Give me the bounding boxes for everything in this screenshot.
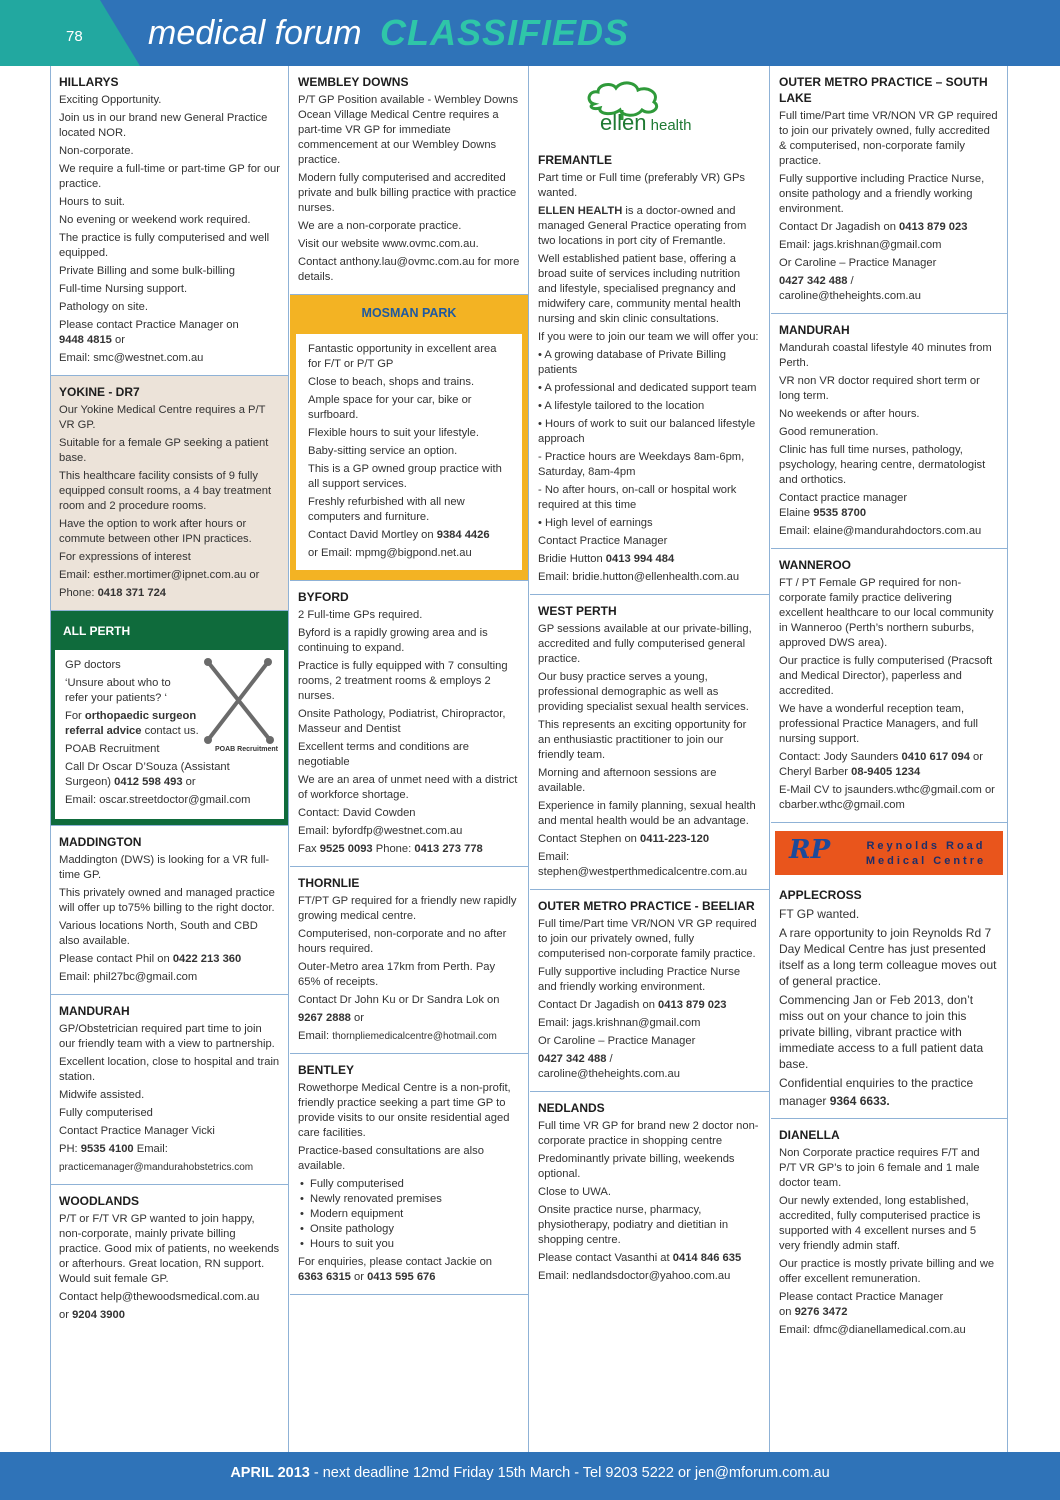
ad-heading: NEDLANDS — [538, 1101, 605, 1115]
list-item: • Hours to suit you — [298, 1237, 520, 1252]
ad-text: Baby-sitting service an option. — [308, 445, 458, 457]
ad-text: • Hours of work to suit our balanced lifestyle approach — [538, 418, 756, 445]
ad-email: Email: jags.krishnan@gmail.com — [779, 239, 942, 251]
ad-wembley-downs — [290, 66, 528, 295]
ad-heading: DIANELLA — [779, 1128, 840, 1142]
ad-text: Onsite practice nurse, pharmacy, physiotherapy, podiatry and dietitian in shopping centre. — [538, 1204, 729, 1246]
page-header — [0, 0, 1060, 66]
ad-text: We are a non-corporate practice. — [298, 220, 462, 232]
ad-heading: APPLECROSS — [779, 888, 862, 902]
ad-bentley: BENTLEY Rowethorpe Medical Centre is a non-profit, friendly practice seeking a part time GP to provide visits to our onsite residential aged care facilities. Practice-based consultations are also available. • Fully computerised • Newly renovated premises • Modern equipment • Onsite pathology • Hours to suit you For enquiries, please contact Jackie on 6363 6315 or 0413 595 676 — [290, 1054, 528, 1295]
ad-text: Contact Practice Manager — [538, 535, 668, 547]
ad-thornlie: THORNLIE FT/PT GP required for a friendly new rapidly growing medical centre. Computerised, non-corporate and no after hours required. Outer-Metro area 17km from Perth. Pay 65% of receipts. Contact Dr John Ku or Dr Sandra Lok on 9267 2888 or Email: thornpliemedicalcentre@hotmail.com — [290, 867, 528, 1054]
ad-dianella: DIANELLA Non Corporate practice requires F/T and P/T VR GP’s to join 6 female and 1 male doctor team. Our newly extended, long established, accredited, fully computerised practice is supported with 4 excellent nurses and 5 very friendly admin staff. Our practice is mostly private billing and we offer excellent remuneration. Please contact Practice Manager on 9276 3472 Email: dfmc@dianellamedical.com.au — [771, 1119, 1007, 1347]
ad-phone: 0413 595 676 — [367, 1271, 436, 1283]
ad-phone: 0413 994 484 — [605, 553, 675, 565]
ad-phone: 0413 879 023 — [658, 999, 727, 1011]
ad-text: Join us in our brand new General Practice located NOR. — [59, 112, 268, 139]
ad-phone: 0411-223-120 — [640, 833, 710, 845]
ad-email: practicemanager@mandurahobstetrics.com — [59, 1162, 254, 1173]
list-item: • Modern equipment — [298, 1207, 520, 1222]
ad-text: - No after hours, on-call or hospital work required at this time — [538, 484, 737, 511]
rr-logo-line2: Medical Centre — [865, 855, 987, 867]
ellen-health-logo — [530, 66, 769, 144]
ad-email: Email: nedlandsdoctor@yahoo.com.au — [538, 1270, 731, 1282]
ad-phone: 0413 273 778 — [414, 843, 483, 855]
ad-text: • A professional and dedicated support team — [538, 382, 757, 394]
ad-phone: 9448 4815 — [59, 334, 112, 346]
ad-text: We require a full-time or part-time GP for our practice. — [59, 163, 280, 190]
ad-phone: 0413 879 023 — [899, 221, 968, 233]
ad-woodlands: WOODLANDS P/T or F/T VR GP wanted to join happy, non-corporate, mainly private billing practice. Good mix of patients, no weekends or afterhours. Great location, RN support. Would suit female GP. Contact help@thewoodsmedical.com.au or 9204 3900 — [59, 1194, 280, 1321]
ad-text: ‘Unsure about who to refer your patients? ‘ — [65, 677, 171, 704]
ad-text: Fully supportive including Practice Nurse and friendly working environment. — [538, 966, 741, 993]
ad-text: Exciting Opportunity. — [59, 94, 162, 106]
ad-text: Please contact Practice Manager on — [59, 319, 239, 331]
ad-heading: MADDINGTON — [59, 835, 142, 849]
rp-logo-mark: RP — [789, 835, 831, 865]
masthead-section: CLASSIFIEDS — [380, 12, 630, 53]
ad-text: Visit our website www.ovmc.com.au. — [298, 238, 479, 250]
ad-phone: 9364 6633. — [829, 1094, 890, 1108]
ad-text: Contact Dr John Ku or Dr Sandra Lok on — [298, 994, 500, 1006]
ad-text: Part time or Full time (preferably VR) GPs wanted. — [538, 172, 746, 199]
ad-text: Contact Practice Manager Vicki — [59, 1125, 215, 1137]
ad-text: Private Billing and some bulk-billing — [59, 265, 235, 277]
ad-text: • High level of earnings — [538, 517, 653, 529]
ad-text: For enquiries, please contact Jackie on — [298, 1256, 493, 1268]
ad-text: No evening or weekend work required. — [59, 214, 251, 226]
ellen-logo-brand: ellen — [600, 110, 647, 135]
ad-text: Pathology on site. — [59, 301, 148, 313]
ad-text: Modern fully computerised and accredited private and bulk billing practice with practice nurses. — [298, 172, 517, 214]
column-4 — [771, 66, 1008, 1452]
ad-text: FT / PT Female GP required for non-corporate family practice delivering excellent healthcare to our local community in Wanneroo (Perth’s northern suburbs, approved DWS area). — [779, 577, 994, 649]
ad-text: Well established patient base, offering a broad suite of services including nutrition and lifestyle, specialised pregnancy and midwifery care, community mental health nursing and skin clinic consultations. — [538, 253, 741, 325]
ad-heading: BENTLEY — [298, 1063, 355, 1077]
ad-text: Predominantly private billing, weekends optional. — [538, 1153, 735, 1180]
ad-text: Fully supportive including Practice Nurse, onsite pathology and a friendly working environment. — [779, 173, 985, 215]
ad-text: Have the option to work after hours or commute between other IPN practices. — [59, 518, 252, 545]
ad-phone: 0427 342 488 — [538, 1053, 607, 1065]
ad-email: E-Mail CV to jsaunders.wthc@gmail.com or cbarber.wthc@gmail.com — [779, 784, 995, 811]
ad-text: Our practice is mostly private billing and we offer excellent remuneration. — [779, 1258, 995, 1285]
ad-text: Contact practice manager — [779, 492, 908, 504]
ad-text: Morning and afternoon sessions are available. — [538, 767, 717, 794]
ad-text: Fantastic opportunity in excellent area for F/T or P/T GP — [308, 343, 497, 370]
ad-bullet-list — [298, 1177, 520, 1252]
ad-heading: WANNEROO — [779, 558, 851, 572]
ad-text: 2 Full-time GPs required. — [298, 609, 423, 621]
ad-text: Computerised, non-corporate and no after hours required. — [298, 928, 507, 955]
ad-text: Non-corporate. — [59, 145, 134, 157]
ad-text: We are an area of unmet need with a district of workforce shortage. — [298, 774, 518, 801]
crossed-bones-logo-icon — [200, 656, 276, 746]
ad-text: Hours to suit. — [59, 196, 125, 208]
ad-heading: MOSMAN PARK — [361, 306, 457, 320]
ad-text: If you were to join our team we will offer you: — [538, 331, 759, 343]
ad-text: Contact: David Cowden — [298, 807, 416, 819]
ad-text: Close to UWA. — [538, 1186, 611, 1198]
ad-text: Suitable for a female GP seeking a patient base. — [59, 437, 269, 464]
reynolds-road-logo — [775, 831, 1003, 875]
ad-text: Byford is a rapidly growing area and is continuing to expand. — [298, 627, 488, 654]
ad-beeliar: OUTER METRO PRACTICE - BEELIAR Full time/Part time VR/NON VR GP required to join our privately owned, fully computerised non-corporate family practice. Fully supportive including Practice Nurse and friendly working environment. Contact Dr Jagadish on 0413 879 023 Email: jags.krishnan@gmail.com Or Caroline – Practice Manager 0427 342 488 / caroline@theheights.com.au — [530, 890, 769, 1092]
ad-text: Full-time Nursing support. — [59, 283, 188, 295]
ad-phone: 0414 846 635 — [672, 1252, 742, 1264]
ad-text: No weekends or after hours. — [779, 408, 920, 420]
ad-text: VR non VR doctor required short term or long term. — [779, 375, 980, 402]
ad-text: Our practice is fully computerised (Pracsoft and Medical Director), paperless and accredited. — [779, 655, 993, 697]
ad-heading: ALL PERTH — [63, 624, 131, 638]
ad-text: A rare opportunity to join Reynolds Rd 7 Day Medical Centre has just presented itself as a long term colleague moves out of general practice. — [779, 926, 997, 988]
ad-text: Full time/Part time VR/NON VR GP required to join our privately owned, fully accredited & computerised, non-corporate family practice. — [779, 110, 998, 167]
ad-text: Email: byfordfp@westnet.com.au — [298, 825, 463, 837]
column-1 — [50, 66, 289, 1452]
ad-email: Email: phil27bc@gmail.com — [59, 971, 198, 983]
ad-applecross: APPLECROSS FT GP wanted. A rare opportunity to join Reynolds Rd 7 Day Medical Centre has just presented itself as a long term colleague moves out of general practice. Commencing Jan or Feb 2013, don’t miss out on your chance to join this private billing, vibrant practice with immediate access to a full patient data base. Confidential enquiries to the practice manager 9364 6633. — [771, 879, 1007, 1119]
ad-text: This privately owned and managed practice will offer up to75% billing to the right doctor. — [59, 887, 275, 914]
ad-text: GP doctors — [65, 659, 121, 671]
ad-byford: BYFORD 2 Full-time GPs required. Byford is a rapidly growing area and is continuing to expand. Practice is fully equipped with 7 consulting rooms, 2 treatment rooms & employs 2 nurses. Onsite Pathology, Podiatrist, Chiropractor, Masseur and Dentist Excellent terms and conditions are negotiable We are an area of unmet need with a district of workforce shortage. Contact: David Cowden Email: byfordfp@westnet.com.au Fax 9525 0093 Phone: 0413 273 778 — [290, 581, 528, 867]
ad-phone: 9267 2888 — [298, 1012, 351, 1024]
ad-text: We have a wonderful reception team, professional Practice Managers, and full nursing support. — [779, 703, 978, 745]
ad-text: Close to beach, shops and trains. — [308, 376, 475, 388]
ad-phone: 0410 617 094 — [901, 751, 970, 763]
ad-text: Clinic has full time nurses, pathology, psychology, hearing centre, dermatologist and orthotics. — [779, 444, 986, 486]
ad-phone: 6363 6315 — [298, 1271, 351, 1283]
ad-yokine: YOKINE - DR7 Our Yokine Medical Centre requires a P/T VR GP. Suitable for a female GP seeking a patient base. This healthcare facility consists of 9 fully equipped consult rooms, a 4 bay treatment room and 2 procedure rooms. Have the option to work after hours or commute between other IPN practices. For expressions of interest Email: esther.mortimer@ipnet.com.au or Phone: 0418 371 724 — [51, 376, 288, 611]
ad-text: Rowethorpe Medical Centre is a non-profit, friendly practice seeking a part time GP to provide visits to our onsite residential aged care facilities. — [298, 1082, 511, 1139]
ad-text: • A growing database of Private Billing patients — [538, 349, 727, 376]
masthead-title: medical forum — [148, 14, 362, 52]
ad-text: Please contact Practice Manager — [779, 1291, 944, 1303]
ad-maddington: MADDINGTON Maddington (DWS) is looking for a VR full-time GP. This privately owned and managed practice will offer up to75% billing to the right doctor. Various locations North, South and CBD also available. Please contact Phil on 0422 213 360 Email: phil27bc@gmail.com — [51, 826, 288, 995]
ad-fremantle: FREMANTLE Part time or Full time (preferably VR) GPs wanted. ELLEN HEALTH is a doctor-owned and managed General Practice operating from two locations in port city of Fremantle. Well established patient base, offering a broad suite of services including nutrition and lifestyle, specialised pregnancy and midwifery care, community mental health nursing and skin clinic consultations. If you were to join our team we will offer you: • A growing database of Private Billing patients • A professional and dedicated support team • A lifestyle tailored to the location • Hours of work to suit our balanced lifestyle approach - Practice hours are Weekdays 8am-6pm, Saturday, 8am-4pm - No after hours, on-call or hospital work required at this time • High level of earnings Contact Practice Manager Bridie Hutton 0413 994 484 Email: bridie.hutton@ellenhealth.com.au — [530, 144, 769, 595]
ad-text: Maddington (DWS) is looking for a VR full-time GP. — [59, 854, 270, 881]
ad-south-lake: OUTER METRO PRACTICE – SOUTH LAKE Full time/Part time VR/NON VR GP required to join our privately owned, fully accredited & computerised, non-corporate family practice. Fully supportive including Practice Nurse, onsite pathology and a friendly working environment. Contact Dr Jagadish on 0413 879 023 Email: jags.krishnan@gmail.com Or Caroline – Practice Manager 0427 342 488 / caroline@theheights.com.au — [771, 66, 1007, 314]
ad-heading: OUTER METRO PRACTICE - BEELIAR — [538, 899, 755, 913]
page-footer — [0, 1452, 1060, 1500]
ad-email: Email: elaine@mandurahdoctors.com.au — [779, 525, 982, 537]
ad-email: Email: dfmc@dianellamedical.com.au — [779, 1324, 966, 1336]
ad-text: Contact anthony.lau@ovmc.com.au for more details. — [298, 256, 520, 283]
ad-mandurah-coastal: MANDURAH Mandurah coastal lifestyle 40 minutes from Perth. VR non VR doctor required short term or long term. No weekends or after hours. Good remuneration. Clinic has full time nurses, pathology, psychology, hearing centre, dermatologist and orthotics. Contact practice manager Elaine 9535 8700 Email: elaine@mandurahdoctors.com.au — [771, 314, 1007, 549]
ad-heading: YOKINE - DR7 — [59, 385, 140, 399]
ad-text: Our Yokine Medical Centre requires a P/T VR GP. — [59, 404, 266, 431]
ad-text: Experience in family planning, sexual health and mental health would be an advantage. — [538, 800, 756, 827]
ad-text: This healthcare facility consists of 9 fully equipped consult rooms, a 4 bay treatment room and 2 procedure rooms. — [59, 470, 272, 512]
ad-phone: 08-9405 1234 — [851, 766, 921, 778]
ad-text: Our newly extended, long established, accredited, fully computerised practice is supported with 4 excellent nurses and 5 very friendly admin staff. — [779, 1195, 981, 1252]
column-3 — [530, 66, 770, 1452]
ad-text: FT GP wanted. — [779, 907, 860, 921]
ad-email: or Email: mpmg@bigpond.net.au — [308, 547, 472, 559]
ad-text: - Practice hours are Weekdays 8am-6pm, Saturday, 8am-4pm — [538, 451, 745, 478]
ad-text: Ample space for your car, bike or surfboard. — [308, 394, 472, 421]
ad-text: Or Caroline – Practice Manager — [779, 257, 937, 269]
ad-text: This represents an exciting opportunity for an enthusiastic practitioner to join our friendly team. — [538, 719, 747, 761]
ad-text: Freshly refurbished with all new computers and furniture. — [308, 496, 465, 523]
ad-email: Email: jags.krishnan@gmail.com — [538, 1017, 701, 1029]
poab-logo-label: POAB Recruitment — [214, 746, 278, 753]
ad-text: FT/PT GP required for a friendly new rapidly growing medical centre. — [298, 895, 517, 922]
rr-logo-line1: Reynolds Road — [866, 840, 986, 852]
ad-phone: 0422 213 360 — [172, 953, 242, 965]
ad-email: Email: smc@westnet.com.au — [59, 352, 204, 364]
ad-text: Onsite Pathology, Podiatrist, Chiropractor, Masseur and Dentist — [298, 708, 506, 735]
issue-month: APRIL 2013 — [230, 1465, 310, 1481]
ad-text: Midwife assisted. — [59, 1089, 145, 1101]
ad-text: Confidential enquiries to the practice — [779, 1076, 974, 1090]
ad-email: Email: oscar.streetdoctor@gmail.com — [65, 794, 251, 806]
ad-heading: THORNLIE — [298, 876, 360, 890]
ad-text: Email: esther.mortimer@ipnet.com.au or — [59, 569, 260, 581]
ad-text: GP sessions available at our private-billing, accredited and fully computerised general practice. — [538, 623, 752, 665]
ad-text: Flexible hours to suit your lifestyle. — [308, 427, 479, 439]
ad-text: P/T GP Position available - Wembley Downs Ocean Village Medical Centre requires a part-time VR GP for immediate commencement at our Wembley Downs practice. — [298, 94, 519, 166]
ad-nedlands: NEDLANDS Full time VR GP for brand new 2 doctor non-corporate practice in shopping centre Predominantly private billing, weekends optional. Close to UWA. Onsite practice nurse, pharmacy, physiotherapy, podiatry and dietitian in shopping centre. Please contact Vasanthi at 0414 846 635 Email: nedlandsdoctor@yahoo.com.au — [530, 1092, 769, 1293]
ad-heading: MANDURAH — [59, 1004, 130, 1018]
ad-text: Commencing Jan or Feb 2013, don’t miss out on your chance to join this private billing, vibrant practice with immediate access to a full patient data base. — [779, 993, 984, 1071]
list-item: • Fully computerised — [298, 1177, 520, 1192]
ad-text: Fully computerised — [59, 1107, 153, 1119]
ad-heading: WEMBLEY DOWNS — [298, 75, 409, 89]
ellen-logo-suffix: health — [646, 117, 692, 134]
ad-mosman-park-body: Fantastic opportunity in excellent area for F/T or P/T GP Close to beach, shops and trains. Ample space for your car, bike or surfboard. Flexible hours to suit your lifestyle. Baby-sitting service an option. This is a GP owned group practice with all support services. Freshly refurbished with all new computers and furniture. Contact David Mortley on 9384 4426 or Email: mpmg@bigpond.net.au — [296, 334, 522, 570]
ad-text: P/T or F/T VR GP wanted to join happy, non-corporate, mainly private billing practice. Good mix of patients, no weekends or afterhours. Great location, RN support. Would suit female GP. — [59, 1213, 280, 1285]
ad-email: caroline@theheights.com.au — [538, 1068, 680, 1080]
ad-west-perth: WEST PERTH GP sessions available at our private-billing, accredited and fully computerised general practice. Our busy practice serves a young, professional demographic as well as providing specialist sexual health services. This represents an exciting opportunity for an enthusiastic practitioner to join our friendly team. Morning and afternoon sessions are available. Experience in family planning, sexual health and mental health would be an advantage. Contact Stephen on 0411-223-120 Email: stephen@westperthmedicalcentre.com.au — [530, 595, 769, 890]
ad-heading: OUTER METRO PRACTICE – SOUTH LAKE — [779, 75, 988, 105]
page-number: 78 — [66, 28, 83, 45]
ad-phone: 9384 4426 — [436, 529, 490, 541]
ad-text: POAB Recruitment — [65, 743, 160, 755]
ad-text: Contact help@thewoodsmedical.com.au — [59, 1291, 260, 1303]
ad-phone: 9535 8700 — [813, 507, 867, 519]
ad-text: For expressions of interest — [59, 551, 191, 563]
list-item: • Newly renovated premises — [298, 1192, 520, 1207]
ad-text: • A lifestyle tailored to the location — [538, 400, 705, 412]
ad-text: Our busy practice serves a young, professional demographic as well as providing specialist sexual health services. — [538, 671, 749, 713]
ad-email: Email: stephen@westperthmedicalcentre.com.au — [538, 851, 748, 878]
ad-heading: MANDURAH — [779, 323, 850, 337]
ad-fax: 9525 0093 — [319, 843, 373, 855]
ad-mandurah-obstetrics: MANDURAH GP/Obstetrician required part time to join our friendly team with a view to partnership. Excellent location, close to hospital and train station. Midwife assisted. Fully computerised Contact Practice Manager Vicki PH: 9535 4100 Email: practicemanager@mandurahobstetrics.com — [51, 995, 288, 1185]
ad-text: Or Caroline – Practice Manager — [538, 1035, 696, 1047]
ad-heading: BYFORD — [298, 590, 349, 604]
ad-text: Excellent terms and conditions are negotiable — [298, 741, 470, 768]
ad-heading: FREMANTLE — [538, 153, 612, 167]
ad-phone: 9276 3472 — [794, 1306, 848, 1318]
ad-email: Email: bridie.hutton@ellenhealth.com.au — [538, 571, 740, 583]
ad-hillarys: HILLARYS Exciting Opportunity. Join us in our brand new General Practice located NOR. Non-corporate. We require a full-time or part-time GP for our practice. Hours to suit. No evening or weekend work required. The practice is fully computerised and well equipped. Private Billing and some bulk-billing Full-time Nursing support. Pathology on site. Please contact Practice Manager on 9448 4815 or Email: smc@westnet.com.au — [51, 66, 288, 376]
ad-phone: 0418 371 724 — [97, 587, 167, 599]
ad-text: Outer-Metro area 17km from Perth. Pay 65% of receipts. — [298, 961, 496, 988]
ad-heading: WEST PERTH — [538, 604, 617, 618]
ad-text: Full time VR GP for brand new 2 doctor non-corporate practice in shopping centre — [538, 1120, 759, 1147]
ad-wanneroo: WANNEROO FT / PT Female GP required for non-corporate family practice delivering excellent healthcare to our local community in Wanneroo (Perth’s northern suburbs, approved DWS area). Our practice is fully computerised (Pracsoft and Medical Director), paperless and accredited. We have a wonderful reception team, professional Practice Managers, and full nursing support. Contact: Jody Saunders 0410 617 094 or Cheryl Barber 08-9405 1234 E-Mail CV to jsaunders.wthc@gmail.com or cbarber.wthc@gmail.com — [771, 549, 1007, 823]
ad-all-perth — [51, 611, 288, 826]
ad-text: This is a GP owned group practice with all support services. — [308, 463, 502, 490]
ad-phone: 9535 4100 — [80, 1143, 134, 1155]
ad-text: Practice is fully equipped with 7 consulting rooms, 2 treatment rooms & employs 2 nurses. — [298, 660, 508, 702]
ad-text: Mandurah coastal lifestyle 40 minutes from Perth. — [779, 342, 992, 369]
ad-heading: WOODLANDS — [59, 1194, 139, 1208]
ad-text: Practice-based consultations are also available. — [298, 1145, 484, 1172]
list-item: • Onsite pathology — [298, 1222, 520, 1237]
ad-text: Various locations North, South and CBD also available. — [59, 920, 258, 947]
ad-email: thornpliemedicalcentre@hotmail.com — [332, 1031, 497, 1042]
ad-text: Non Corporate practice requires F/T and P/T VR GP’s to join 6 female and 1 male doctor team. — [779, 1147, 980, 1189]
ad-text: Good remuneration. — [779, 426, 879, 438]
ad-phone: 0412 598 493 — [114, 776, 183, 788]
ad-all-perth-body: POAB Recruitment GP doctors ‘Unsure about who to refer your patients? ‘ For orthopaedic surgeon referral advice contact us. POAB Recruitment Call Dr Oscar D’Souza (Assistant Surgeon) 0412 598 493 or Email: oscar.streetdoctor@gmail.com — [55, 650, 284, 819]
ad-mosman-park — [290, 295, 528, 581]
ad-text: GP/Obstetrician required part time to join our friendly team with a view to partnership. — [59, 1023, 275, 1050]
column-2 — [290, 66, 529, 1452]
ad-text: Full time/Part time VR/NON VR GP required to join our privately owned, fully computerised non-corporate family practice. — [538, 918, 757, 960]
footer-deadline: - next deadline 12md Friday 15th March - Tel 9203 5222 or jen@mforum.com.au — [309, 1465, 830, 1481]
ad-email: caroline@theheights.com.au — [779, 290, 921, 302]
ad-heading: HILLARYS — [59, 75, 119, 89]
ad-text: The practice is fully computerised and well equipped. — [59, 232, 270, 259]
ad-phone: 0427 342 488 — [779, 275, 848, 287]
ad-phone: 9204 3900 — [72, 1309, 125, 1321]
ad-text: Excellent location, close to hospital and train station. — [59, 1056, 280, 1083]
